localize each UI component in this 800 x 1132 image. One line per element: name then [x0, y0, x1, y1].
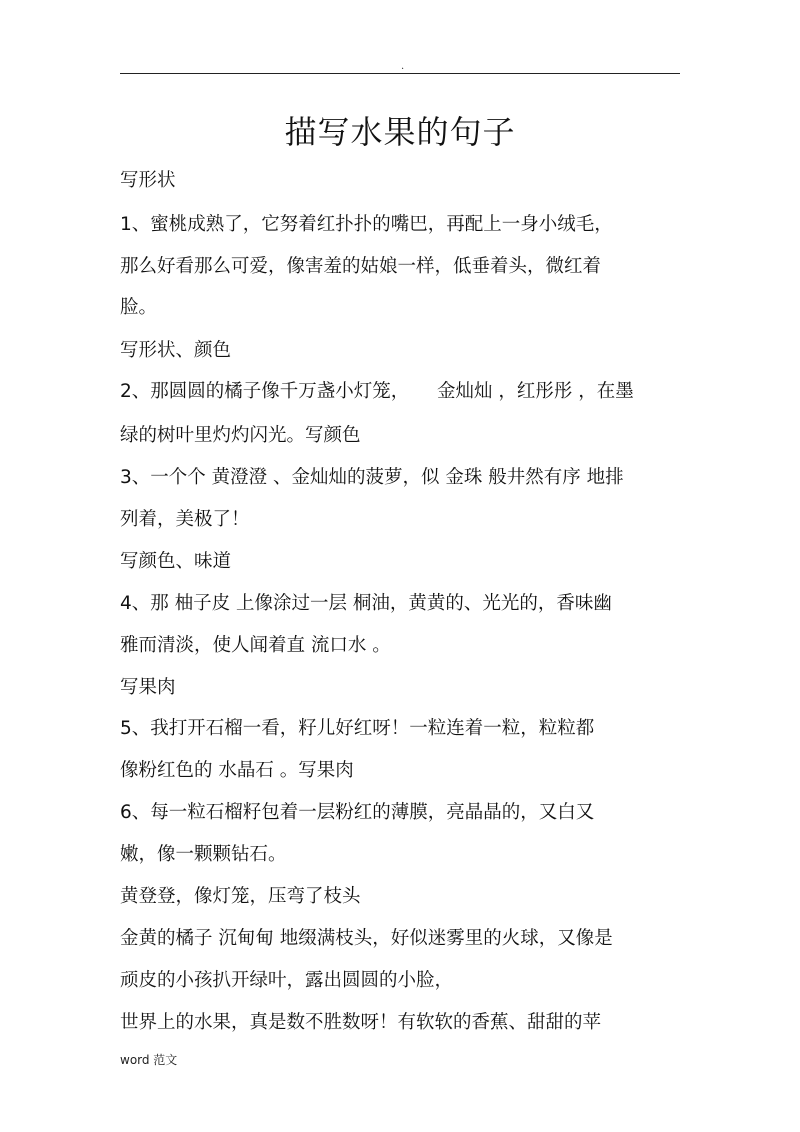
text-line: 黄登登，像灯笼，压弯了枝头 — [120, 886, 361, 907]
text-line: 世界上的水果，真是数不胜数呀！有软软的香蕉、甜甜的苹 — [120, 1012, 602, 1033]
page-title: 描写水果的句子 — [284, 113, 516, 151]
text-line: 嫩，像一颗颗钻石。 — [120, 844, 287, 865]
header-rule — [120, 73, 680, 74]
text-line: 写果肉 — [120, 677, 176, 698]
text-line: 写颜色、味道 — [120, 551, 232, 572]
text-line: 写形状、颜色 — [120, 340, 232, 361]
text-line: 2、那圆圆的橘子像千万盏小灯笼， 金灿灿 ，红彤彤 ，在墨 — [120, 381, 634, 402]
text-line: 5、我打开石榴一看，籽儿好红呀！一粒连着一粒，粒粒都 — [120, 718, 595, 739]
header-mark: . — [401, 61, 405, 72]
text-line: 金黄的橘子 沉甸甸 地缀满枝头，好似迷雾里的火球，又像是 — [120, 928, 613, 949]
text-line: 3、一个个 黄澄澄 、金灿灿的菠萝，似 金珠 般井然有序 地排 — [120, 467, 624, 488]
text-line: 4、那 柚子皮 上像涂过一层 桐油，黄黄的、光光的，香味幽 — [120, 593, 612, 614]
text-line: 1、蜜桃成熟了，它努着红扑扑的嘴巴，再配上一身小绒毛， — [120, 214, 613, 235]
text-line: 6、每一粒石榴籽包着一层粉红的薄膜，亮晶晶的，又白又 — [120, 802, 595, 823]
text-line: 写形状 — [120, 170, 176, 191]
text-line: 那么好看那么可爱，像害羞的姑娘一样，低垂着头，微红着 — [120, 256, 602, 277]
text-line: 雅而清淡，使人闻着直 流口水 。 — [120, 635, 391, 656]
text-line: 像粉红色的 水晶石 。写果肉 — [120, 760, 354, 781]
text-line: 脸。 — [120, 297, 158, 318]
footer-label: word 范文 — [120, 1053, 178, 1067]
text-line: 列着，美极了！ — [120, 509, 250, 530]
text-line: 顽皮的小孩扒开绿叶，露出圆圆的小脸， — [120, 970, 454, 991]
text-line: 绿的树叶里灼灼闪光。写颜色 — [120, 425, 361, 446]
